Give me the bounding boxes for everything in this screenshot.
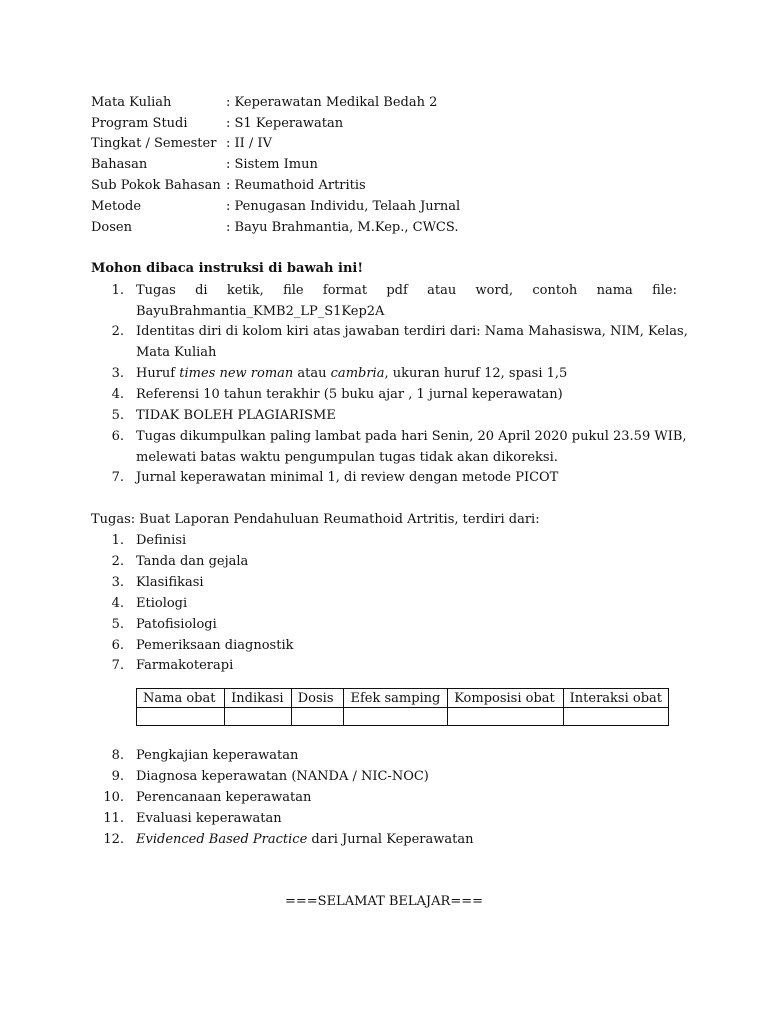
- label-metode: Metode: [91, 199, 142, 214]
- list-item-number: 11.: [103, 811, 124, 826]
- table-header-cell: Indikasi: [225, 689, 292, 708]
- list-item-number: 3.: [111, 366, 124, 381]
- italic-text: times new roman: [179, 366, 294, 381]
- label-program-studi: Program Studi: [91, 116, 188, 131]
- list-item-number: 9.: [111, 769, 124, 784]
- list-item: Patofisiologi: [136, 617, 217, 632]
- list-item: Referensi 10 tahun terakhir (5 buku ajar , 1 jurnal keperawatan): [136, 387, 563, 402]
- list-item-number: 1.: [111, 533, 124, 548]
- list-item: Pengkajian keperawatan: [136, 748, 299, 763]
- table-header-cell: Efek samping: [344, 689, 448, 708]
- list-item-number: 5.: [111, 408, 124, 423]
- pharmacotherapy-table: [136, 688, 669, 726]
- instructions-title: Mohon dibaca instruksi di bawah ini!: [91, 261, 364, 276]
- table-header-cell: Dosis: [291, 689, 344, 708]
- list-item-number: 7.: [111, 658, 124, 673]
- list-item-number: 6.: [111, 429, 124, 444]
- list-item: Evaluasi keperawatan: [136, 811, 282, 826]
- list-item-number: 10.: [103, 790, 124, 805]
- list-item-number: 12.: [103, 832, 124, 847]
- closing-message: ===SELAMAT BELAJAR===: [284, 894, 483, 909]
- list-item: [136, 367, 567, 380]
- table-row: [137, 708, 669, 726]
- list-item-number: 2.: [111, 554, 124, 569]
- table-cell: [225, 708, 292, 726]
- table-header-cell: Komposisi obat: [448, 689, 563, 708]
- value-dosen: : Bayu Brahmantia, M.Kep., CWCS.: [226, 220, 459, 235]
- text: dari Jurnal Keperawatan: [307, 832, 474, 847]
- value-metode: : Penugasan Individu, Telaah Jurnal: [226, 199, 461, 214]
- italic-text: Evidenced Based Practice: [136, 832, 308, 847]
- list-item: Etiologi: [136, 596, 188, 611]
- list-item-number: 1.: [111, 283, 124, 298]
- list-item-number: 5.: [111, 617, 124, 632]
- list-item-continuation: melewati batas waktu pengumpulan tugas tidak akan dikoreksi.: [136, 450, 558, 465]
- list-item-continuation: Mata Kuliah: [136, 345, 217, 360]
- label-bahasan: Bahasan: [91, 157, 148, 172]
- list-item-number: 2.: [111, 324, 124, 339]
- table-cell: [137, 708, 225, 726]
- label-sub-pokok-bahasan: Sub Pokok Bahasan: [91, 178, 221, 193]
- text: atau: [293, 366, 331, 381]
- table-cell: [344, 708, 448, 726]
- list-item-number: 8.: [111, 748, 124, 763]
- list-item: Tanda dan gejala: [136, 554, 249, 569]
- list-item: Tugas di ketik, file format pdf atau word, contoh nama file:: [136, 283, 677, 298]
- value-sub-pokok-bahasan: : Reumathoid Artritis: [226, 178, 366, 193]
- list-item: Definisi: [136, 533, 187, 548]
- list-item: Perencanaan keperawatan: [136, 790, 312, 805]
- value-mata-kuliah: : Keperawatan Medikal Bedah 2: [226, 95, 438, 110]
- list-item-number: 4.: [111, 387, 124, 402]
- label-mata-kuliah: Mata Kuliah: [91, 95, 172, 110]
- table-header-cell: Nama obat: [137, 689, 225, 708]
- list-item: Identitas diri di kolom kiri atas jawaban terdiri dari: Nama Mahasiswa, NIM, Kelas,: [136, 324, 688, 339]
- text: Huruf: [136, 366, 180, 381]
- list-item: Pemeriksaan diagnostik: [136, 638, 294, 653]
- list-item-continuation: BayuBrahmantia_KMB2_LP_S1Kep2A: [136, 304, 385, 319]
- text: , ukuran huruf 12, spasi 1,5: [384, 366, 568, 381]
- list-item-number: 6.: [111, 638, 124, 653]
- table-header-row: [137, 689, 669, 708]
- list-item: TIDAK BOLEH PLAGIARISME: [136, 408, 336, 423]
- list-item: [136, 833, 473, 846]
- task-intro: Tugas: Buat Laporan Pendahuluan Reumathoid Artritis, terdiri dari:: [91, 512, 540, 527]
- italic-text: cambria: [330, 366, 385, 381]
- list-item-number: 7.: [111, 470, 124, 485]
- value-tingkat-semester: : II / IV: [226, 136, 272, 151]
- list-item: Jurnal keperawatan minimal 1, di review dengan metode PICOT: [136, 470, 559, 485]
- value-program-studi: : S1 Keperawatan: [226, 116, 344, 131]
- list-item: Tugas dikumpulkan paling lambat pada hari Senin, 20 April 2020 pukul 23.59 WIB,: [136, 429, 687, 444]
- table-cell: [291, 708, 344, 726]
- list-item: Diagnosa keperawatan (NANDA / NIC-NOC): [136, 769, 429, 784]
- value-bahasan: : Sistem Imun: [226, 157, 318, 172]
- list-item: Farmakoterapi: [136, 658, 234, 673]
- label-dosen: Dosen: [91, 220, 132, 235]
- list-item-number: 3.: [111, 575, 124, 590]
- table-cell: [448, 708, 563, 726]
- table-header-cell: Interaksi obat: [563, 689, 668, 708]
- label-tingkat-semester: Tingkat / Semester: [91, 136, 217, 151]
- list-item-number: 4.: [111, 596, 124, 611]
- table-cell: [563, 708, 668, 726]
- list-item: Klasifikasi: [136, 575, 204, 590]
